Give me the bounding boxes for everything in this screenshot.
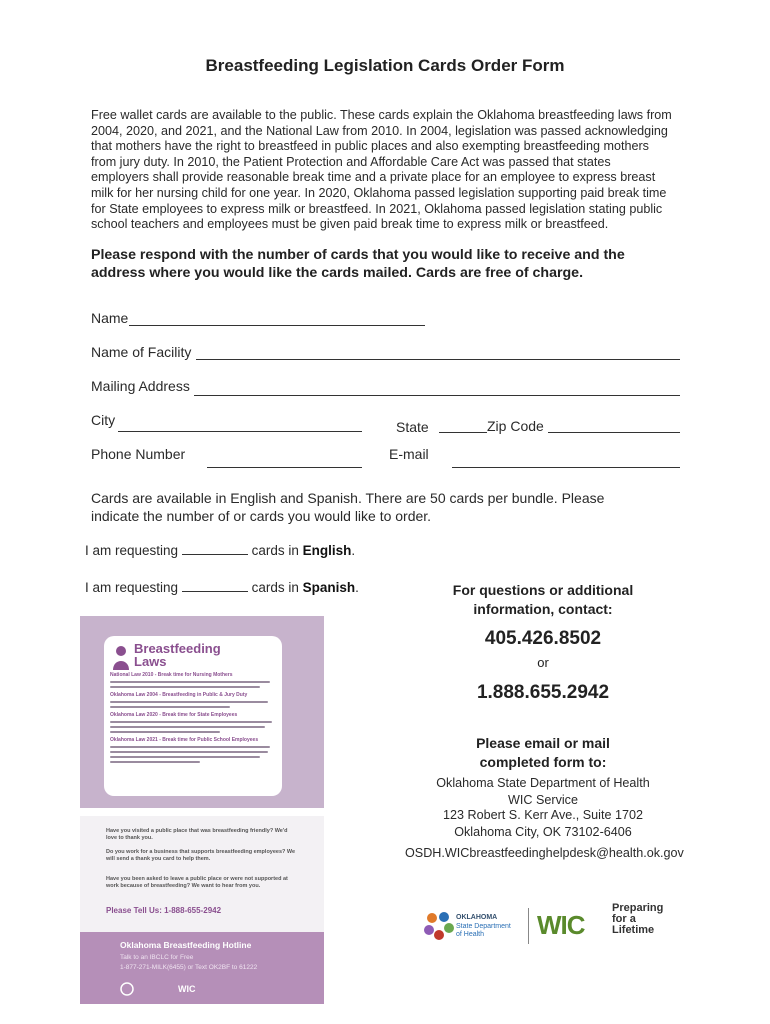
card-front-section: National Law 2010 - Break time for Nursing Mothers [110, 672, 233, 678]
wic-logo: WIC [537, 910, 585, 940]
card-back-question: Have you been asked to leave a public place or were not supported at work because of breastfeeding? We want to hear from you. [106, 876, 288, 889]
phone-field[interactable] [207, 467, 362, 468]
phone-primary: 405.426.8502 [484, 628, 602, 649]
card-back-image [80, 816, 324, 1004]
hotline-title: Oklahoma Breastfeeding Hotline [120, 940, 252, 950]
intro-paragraph [91, 108, 691, 233]
card-front-section: Oklahoma Law 2020 - Break time for State Employees [110, 712, 238, 718]
contact-email[interactable]: OSDH.WICbreastfeedinghelpdesk@health.ok.gov [405, 846, 684, 860]
state-label: State [396, 419, 429, 435]
state-field[interactable] [439, 432, 487, 433]
spanish-label: Spanish [302, 580, 356, 595]
contact-heading [425, 581, 661, 619]
facility-field[interactable] [196, 359, 680, 360]
zip-field[interactable] [548, 432, 680, 433]
card-front-section: Oklahoma Law 2004 - Breastfeeding in Public & Jury Duty [110, 692, 248, 698]
phone-secondary: 1.888.655.2942 [476, 682, 610, 703]
osdh-mini-logo-icon [120, 982, 134, 996]
period: . [351, 543, 356, 558]
intro-line: school teachers and employees must be given paid break time to express milk or breastfeed. [91, 217, 609, 232]
cards-info-line: indicate the number of or cards you would like to order. [91, 508, 432, 524]
phone-label: Phone Number [91, 446, 186, 462]
intro-line: that mothers have the right to breastfeed in public places and also exempting breastfeeding mothers [91, 139, 649, 154]
name-field[interactable] [129, 325, 425, 326]
cards-info-line: Cards are available in English and Spanish. There are 50 cards per bundle. Please [91, 490, 605, 506]
form-title: Breastfeeding Legislation Cards Order Form [205, 56, 565, 75]
email-field[interactable] [452, 467, 680, 468]
card-back-question: Do you work for a business that supports breastfeeding employees? We will send a thank you card to help them. [106, 849, 296, 862]
intro-line: for State employees to express milk or breastfeed. In 2021, Oklahoma passed legislation stating public [91, 201, 663, 216]
spanish-count-field[interactable] [182, 579, 248, 592]
intro-line: Free wallet cards are available to the public. These cards explain the Oklahoma breastfeeding laws from [91, 108, 672, 122]
contact-heading-line: For questions or additional [452, 582, 634, 598]
facility-label: Name of Facility [91, 344, 192, 360]
mail-heading-line: completed form to: [479, 754, 607, 770]
english-count-field[interactable] [182, 542, 248, 555]
english-label: English [302, 543, 352, 558]
mail-heading-line: Please email or mail [476, 735, 610, 751]
respond-instruction [91, 246, 691, 282]
zip-label: Zip Code [487, 418, 544, 434]
card-front-title-line: Breastfeeding [134, 641, 221, 656]
card-front-panel [104, 636, 282, 796]
period: . [355, 580, 359, 595]
cards-info [91, 489, 691, 525]
intro-line: milk for her nursing child for one year. In 2020, Oklahoma passed legislation supporting paid break time [91, 185, 667, 200]
osdh-logo-line: OKLAHOMA [456, 914, 498, 921]
contact-heading-line: information, contact: [473, 601, 613, 617]
mailing-address-label: Mailing Address [91, 378, 190, 394]
card-front-title-line: Laws [134, 654, 167, 669]
card-back-question: Have you visited a public place that was breastfeeding friendly? We'd love to thank you. [106, 828, 288, 841]
mail-heading [425, 734, 661, 772]
or-text: or [537, 655, 549, 670]
request-prefix: I am requesting [85, 580, 179, 595]
intro-line: 2004, 2020, and 2021, and the National Law from 2010. In 2004, legislation was passed acknowledging [91, 123, 668, 138]
hotline-line: Talk to an IBCLC for Free [120, 954, 194, 961]
card-back-wic-logo: WIC [178, 984, 196, 994]
osdh-logo-icon [422, 910, 456, 942]
mailing-address-field[interactable] [194, 395, 680, 396]
request-middle: cards in [251, 580, 299, 595]
name-label: Name [91, 310, 129, 326]
request-prefix: I am requesting [85, 543, 179, 558]
request-middle: cards in [251, 543, 299, 558]
request-english-row [85, 542, 355, 558]
address-line: 123 Robert S. Kerr Ave., Suite 1702 [443, 808, 643, 822]
respond-line: address where you would like the cards mailed. Cards are free of charge. [91, 265, 584, 281]
respond-line: Please respond with the number of cards that you would like to receive and the [91, 247, 625, 263]
city-field[interactable] [118, 431, 362, 432]
card-back-tell-us: Please Tell Us: 1-888-655-2942 [106, 906, 222, 915]
request-spanish-row [85, 579, 359, 595]
intro-line: from jury duty. In 2010, the Patient Protection and Affordable Care Act was passed that states [91, 154, 611, 169]
breastfeeding-icon [110, 644, 132, 670]
card-front-image [80, 616, 324, 808]
address-line: Oklahoma State Department of Health [436, 776, 650, 790]
card-front-section: Oklahoma Law 2021 - Break time for Public School Employees [110, 737, 259, 743]
hotline-band [80, 932, 324, 1004]
preparing-logo-line: Lifetime [612, 924, 655, 936]
intro-line: employers shall provide reasonable break time and a private place for an employee to express breast [91, 170, 656, 185]
osdh-logo-line: of Health [456, 931, 485, 938]
hotline-line: 1-877-271-MILK(6455) or Text OK2BF to 61222 [120, 964, 258, 971]
osdh-logo-line: State Department [456, 923, 511, 930]
preparing-logo [612, 903, 663, 936]
address-line: WIC Service [508, 793, 578, 807]
address-line: Oklahoma City, OK 73102-6406 [454, 825, 632, 839]
email-label: E-mail [389, 446, 429, 462]
preparing-logo-line: for a [612, 913, 636, 925]
preparing-logo-line: Preparing [612, 902, 664, 914]
city-label: City [91, 412, 116, 428]
